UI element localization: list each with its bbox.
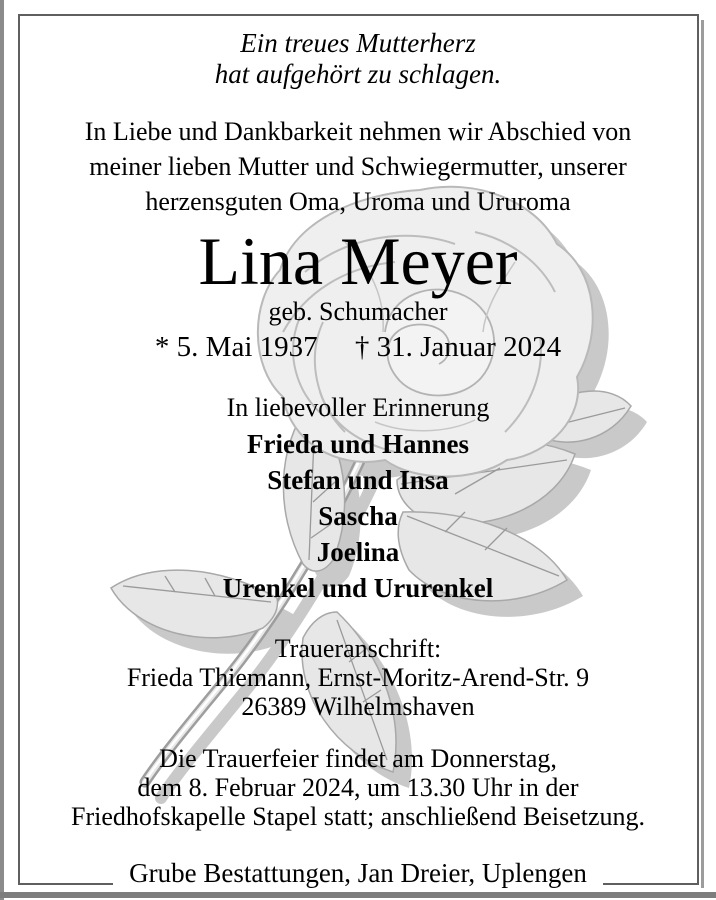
life-dates <box>0 330 716 364</box>
mourning-address-line-2: 26389 Wilhelmshaven <box>241 692 475 721</box>
intro-line-1: In Liebe und Dankbarkeit nehmen wir Abschied von <box>84 117 632 146</box>
intro-line-2: meiner lieben Mutter und Schwiegermutter, unserer <box>89 152 627 181</box>
mourning-address <box>0 634 716 721</box>
mourning-address-label: Traueranschrift: <box>274 634 442 663</box>
birth-date: * 5. Mai 1937 <box>154 331 318 363</box>
intro-line-3: herzensguten Oma, Uroma und Ururoma <box>145 187 571 216</box>
epigraph-line-1: Ein treues Mutterherz <box>240 28 476 58</box>
mourner-line: Sascha <box>318 501 398 531</box>
service-line-2: dem 8. Februar 2024, um 13.30 Uhr in der <box>137 773 579 802</box>
mourner-line: Stefan und Insa <box>267 465 449 495</box>
footer <box>0 854 716 892</box>
intro-paragraph <box>0 114 716 219</box>
mourner-line: Joelina <box>316 537 400 567</box>
death-date: † 31. Januar 2024 <box>354 331 562 363</box>
service-line-1: Die Trauerfeier findet am Donnerstag, <box>159 744 557 773</box>
service-line-3: Friedhofskapelle Stapel statt; anschließend Beisetzung. <box>70 802 646 831</box>
mourner-line: Urenkel und Ururenkel <box>222 573 494 603</box>
remembrance-section <box>0 390 716 606</box>
mourning-address-line-1: Frieda Thiemann, Ernst-Moritz-Arend-Str. 9 <box>126 663 590 692</box>
epigraph <box>0 28 716 90</box>
epigraph-line-2: hat aufgehört zu schlagen. <box>214 59 502 89</box>
remembrance-heading: In liebevoller Erinnerung <box>226 393 490 422</box>
maiden-name: geb. Schumacher <box>268 297 448 326</box>
service-details <box>0 744 716 831</box>
funeral-home-credit: Grube Bestattungen, Jan Dreier, Uplengen <box>113 854 603 892</box>
mourner-line: Frieda und Hannes <box>246 429 470 459</box>
deceased-name: Lina Meyer <box>198 223 518 299</box>
page-edge-bottom <box>0 892 716 898</box>
